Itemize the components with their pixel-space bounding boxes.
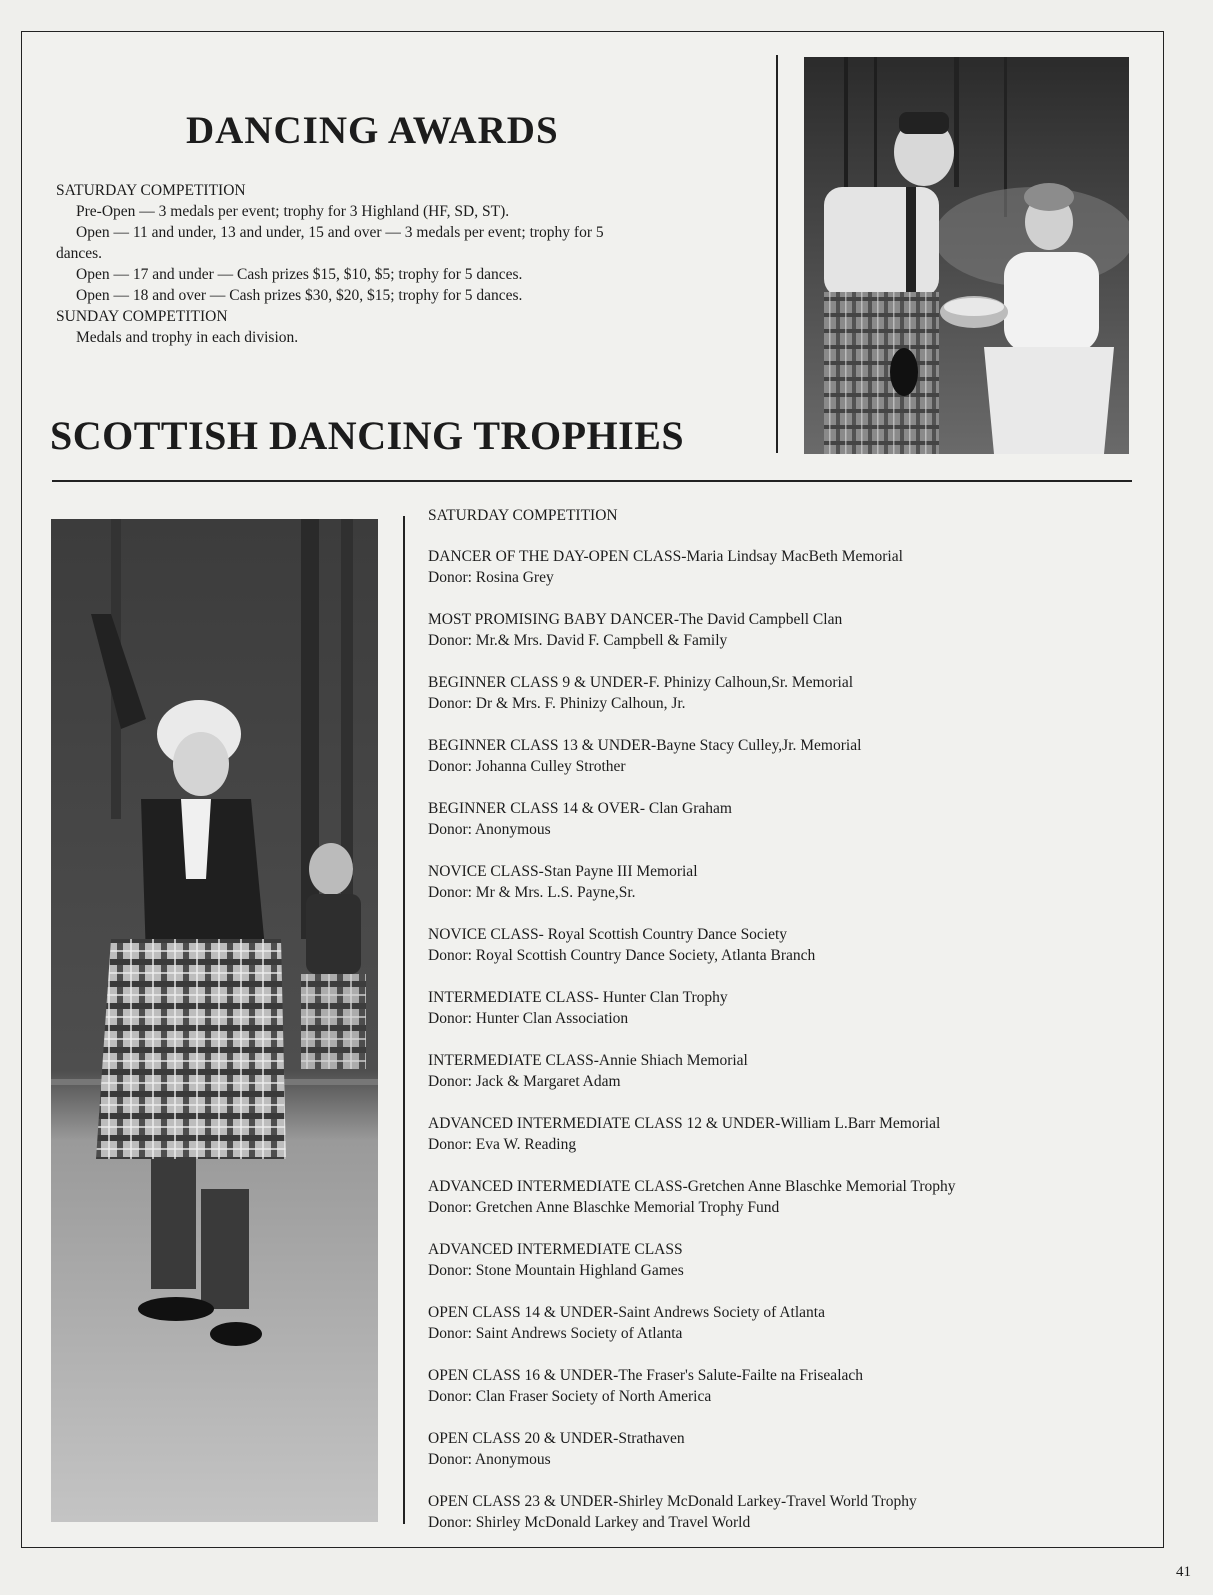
trophy-donor: Donor: Jack & Margaret Adam <box>428 1073 621 1090</box>
trophy-list <box>428 505 1128 1554</box>
award-line-open-18: Open — 18 and over — Cash prizes $30, $20, $15; trophy for 5 dances. <box>76 287 523 304</box>
trophy-item <box>428 1050 1128 1092</box>
trophy-donor: Donor: Mr & Mrs. L.S. Payne,Sr. <box>428 884 636 901</box>
award-line-sunday: Medals and trophy in each division. <box>76 329 299 346</box>
dancing-awards-title: DANCING AWARDS <box>186 109 559 152</box>
award-line-open-11: Open — 11 and under, 13 and under, 15 and over — 3 medals per event; trophy for 5 <box>76 224 604 241</box>
dancing-awards-section <box>56 180 736 348</box>
trophy-title: OPEN CLASS 23 & UNDER-Shirley McDonald Larkey-Travel World Trophy <box>428 1493 917 1510</box>
trophy-item <box>428 1491 1128 1533</box>
trophy-donor: Donor: Hunter Clan Association <box>428 1010 629 1027</box>
trophy-item <box>428 1365 1128 1407</box>
trophy-title: DANCER OF THE DAY-OPEN CLASS-Maria Lindsay MacBeth Memorial <box>428 548 903 565</box>
trophy-title: BEGINNER CLASS 13 & UNDER-Bayne Stacy Culley,Jr. Memorial <box>428 737 862 754</box>
trophy-title: INTERMEDIATE CLASS-Annie Shiach Memorial <box>428 1052 748 1069</box>
trophy-donor: Donor: Saint Andrews Society of Atlanta <box>428 1325 683 1342</box>
trophy-title: ADVANCED INTERMEDIATE CLASS-Gretchen Anne Blaschke Memorial Trophy <box>428 1178 956 1195</box>
award-line-pre-open: Pre-Open — 3 medals per event; trophy for 3 Highland (HF, SD, ST). <box>76 203 510 220</box>
trophy-title: OPEN CLASS 20 & UNDER-Strathaven <box>428 1430 685 1447</box>
vertical-divider-top <box>776 55 778 453</box>
trophy-donor: Donor: Dr & Mrs. F. Phinizy Calhoun, Jr. <box>428 695 686 712</box>
trophy-item <box>428 798 1128 840</box>
award-line-open-17: Open — 17 and under — Cash prizes $15, $10, $5; trophy for 5 dances. <box>76 266 523 283</box>
trophy-item <box>428 672 1128 714</box>
trophy-title: ADVANCED INTERMEDIATE CLASS <box>428 1241 683 1258</box>
trophy-title: NOVICE CLASS-Stan Payne III Memorial <box>428 863 698 880</box>
trophy-donor: Donor: Eva W. Reading <box>428 1136 577 1153</box>
trophy-donor: Donor: Rosina Grey <box>428 569 554 586</box>
trophy-donor: Donor: Royal Scottish Country Dance Society, Atlanta Branch <box>428 947 816 964</box>
trophy-item <box>428 1113 1128 1155</box>
trophy-title: ADVANCED INTERMEDIATE CLASS 12 & UNDER-William L.Barr Memorial <box>428 1115 941 1132</box>
scottish-dancing-trophies-title: SCOTTISH DANCING TROPHIES <box>50 413 685 458</box>
horizontal-divider <box>52 480 1132 482</box>
highland-dancer-photo <box>51 519 378 1522</box>
trophy-item <box>428 609 1128 651</box>
trophy-title: MOST PROMISING BABY DANCER-The David Campbell Clan <box>428 611 843 628</box>
trophy-donor: Donor: Anonymous <box>428 821 551 838</box>
trophy-item <box>428 735 1128 777</box>
trophy-donor: Donor: Stone Mountain Highland Games <box>428 1262 684 1279</box>
trophy-item <box>428 1428 1128 1470</box>
trophy-donor: Donor: Anonymous <box>428 1451 551 1468</box>
trophy-donor: Donor: Clan Fraser Society of North America <box>428 1388 712 1405</box>
trophy-title: BEGINNER CLASS 9 & UNDER-F. Phinizy Calhoun,Sr. Memorial <box>428 674 854 691</box>
trophy-item <box>428 861 1128 903</box>
trophy-list-heading: SATURDAY COMPETITION <box>428 507 618 524</box>
saturday-heading: SATURDAY COMPETITION <box>56 182 246 199</box>
trophy-item <box>428 1302 1128 1344</box>
trophy-donor: Donor: Johanna Culley Strother <box>428 758 626 775</box>
trophy-title: INTERMEDIATE CLASS- Hunter Clan Trophy <box>428 989 728 1006</box>
trophy-title: BEGINNER CLASS 14 & OVER- Clan Graham <box>428 800 732 817</box>
award-presentation-photo <box>804 57 1129 454</box>
vertical-divider-bottom <box>403 516 405 1524</box>
trophy-item <box>428 924 1128 966</box>
trophy-title: OPEN CLASS 14 & UNDER-Saint Andrews Society of Atlanta <box>428 1304 825 1321</box>
trophy-title: NOVICE CLASS- Royal Scottish Country Dance Society <box>428 926 788 943</box>
sunday-heading: SUNDAY COMPETITION <box>56 308 228 325</box>
trophy-donor: Donor: Shirley McDonald Larkey and Travel World <box>428 1514 751 1531</box>
page-number: 41 <box>1176 1564 1191 1580</box>
trophy-title: OPEN CLASS 16 & UNDER-The Fraser's Salute-Failte na Frisealach <box>428 1367 864 1384</box>
trophy-item <box>428 546 1128 588</box>
trophy-item <box>428 1239 1128 1281</box>
trophy-donor: Donor: Mr.& Mrs. David F. Campbell & Family <box>428 632 728 649</box>
trophy-item <box>428 987 1128 1029</box>
trophy-item <box>428 1176 1128 1218</box>
trophy-donor: Donor: Gretchen Anne Blaschke Memorial Trophy Fund <box>428 1199 780 1216</box>
award-line-open-11-cont: dances. <box>56 245 103 262</box>
